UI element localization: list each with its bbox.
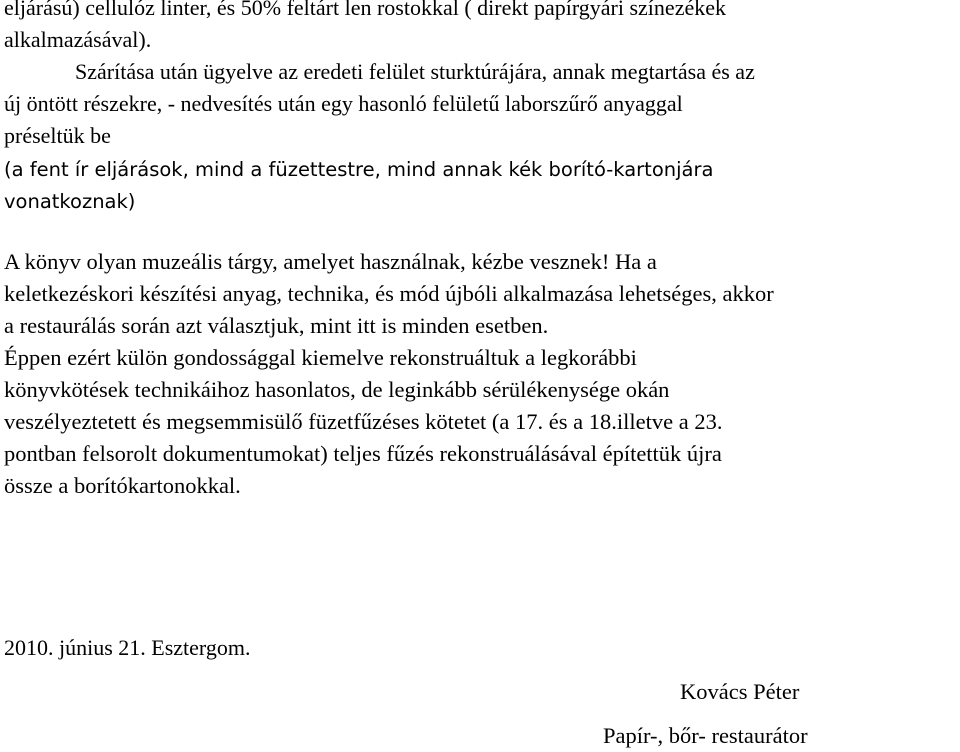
text-line: alkalmazásával). <box>4 27 152 52</box>
text-line: A könyv olyan muzeális tárgy, amelyet használnak, kézbe vesznek! Ha a <box>4 249 657 274</box>
text-line: a restaurálás során azt választjuk, mint itt is minden esetben. <box>4 313 549 338</box>
text-line: préseltük be <box>4 123 111 148</box>
signature-name: Kovács Péter <box>680 679 800 704</box>
text-line: veszélyeztetett és megsemmisülő füzetfűzéses kötetet (a 17. és a 18.illetve a 23. <box>4 409 723 434</box>
text-line: össze a borítókartonokkal. <box>4 473 241 498</box>
text-line: új öntött részekre, - nedvesítés után egy hasonló felületű laborszűrő anyaggal <box>4 91 683 116</box>
text-line: Éppen ezért külön gondossággal kiemelve rekonstruáltuk a legkorábbi <box>4 345 637 370</box>
text-line: Szárítása után ügyelve az eredeti felület sturktúrájára, annak megtartása és az <box>75 59 755 84</box>
date-place: 2010. június 21. Esztergom. <box>4 635 251 660</box>
text-line: könyvkötések technikáihoz hasonlatos, de leginkább sérülékenysége okán <box>4 377 670 402</box>
text-line: (a fent ír eljárások, mind a füzettestre, mind annak kék borító-kartonjára <box>4 158 714 181</box>
text-line: eljárású) cellulóz linter, és 50% feltárt len rostokkal ( direkt papírgyári színezékek <box>4 0 726 20</box>
text-line: keletkezéskori készítési anyag, technika, és mód újbóli alkalmazása lehetséges, akkor <box>4 281 774 306</box>
text-line: vonatkoznak) <box>4 190 136 213</box>
signature-title: Papír-, bőr- restaurátor <box>603 723 808 748</box>
text-line: pontban felsorolt dokumentumokat) teljes fűzés rekonstruálásával építettük újra <box>4 441 722 466</box>
